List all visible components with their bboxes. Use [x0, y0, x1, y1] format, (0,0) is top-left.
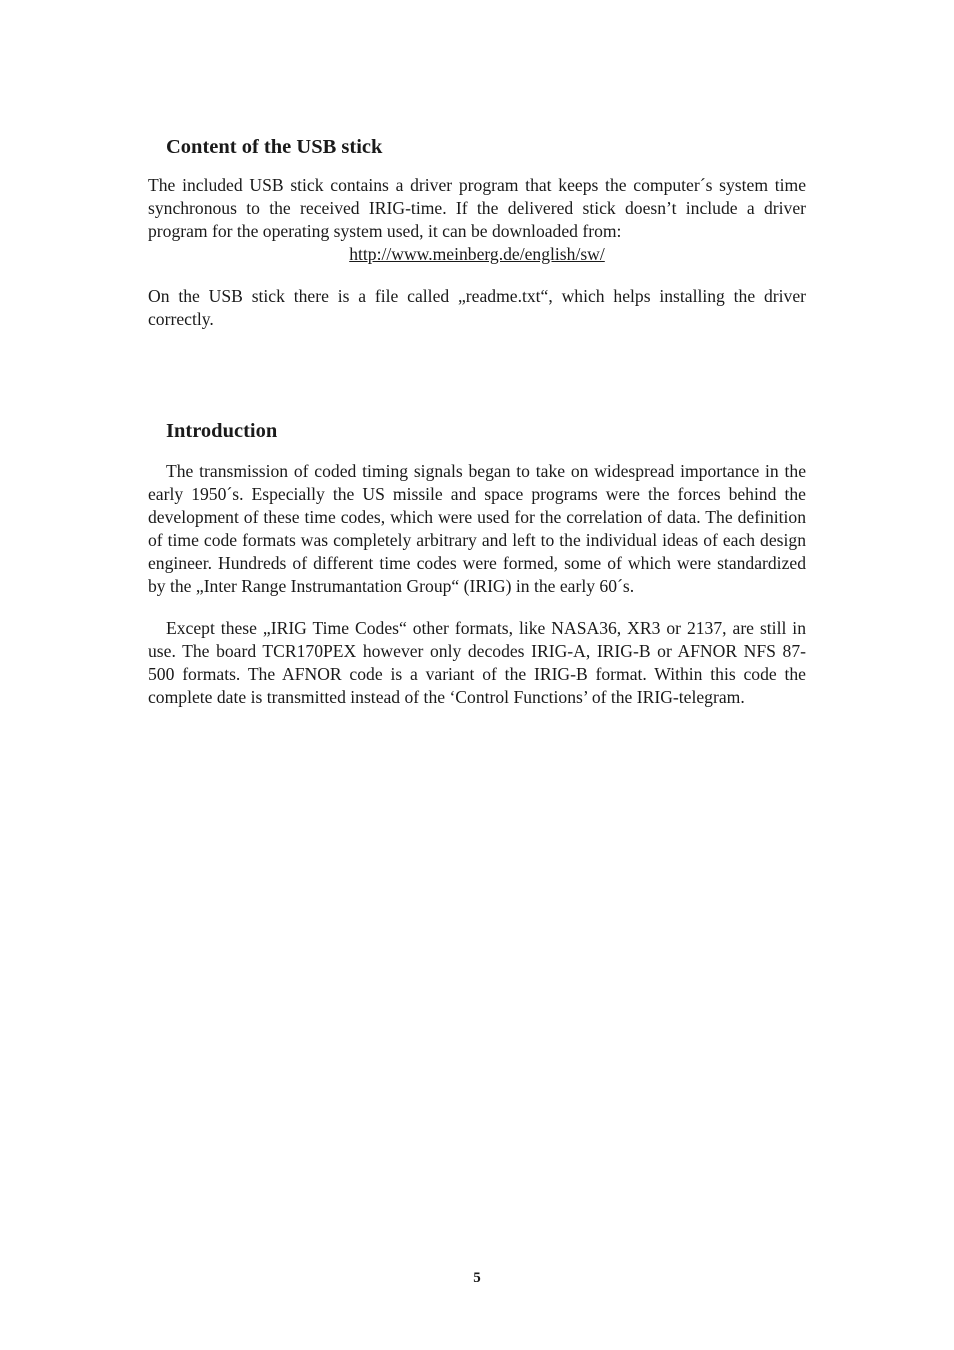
download-link[interactable]: http://www.meinberg.de/english/sw/: [349, 244, 605, 264]
page-number: 5: [473, 1270, 481, 1286]
usb-stick-paragraph: The included USB stick contains a driver program that keeps the computer´s system time synchronous to the received IRIG-time. If the delivered stick doesn’t include a driver program for the operating system used, it can be downloaded from:: [148, 175, 806, 241]
introduction-paragraph-2: Except these „IRIG Time Codes“ other formats, like NASA36, XR3 or 2137, are still in use. The board TCR170PEX however only decodes IRIG-A, IRIG-B or AFNOR NFS 87-500 formats. The AFNOR code is a variant of the IRIG-B format. Within this code the complete date is transmitted instead of the ‘Control Functions’ of the IRIG-telegram.: [148, 618, 806, 707]
page-content: [148, 128, 806, 709]
usb-stick-heading: Content of the USB stick: [166, 136, 383, 158]
readme-paragraph: On the USB stick there is a file called „readme.txt“, which helps installing the driver correctly.: [148, 286, 806, 329]
introduction-paragraph-1: The transmission of coded timing signals began to take on widespread importance in the early 1950´s. Especially the US missile and space programs were the forces behind the development of these time codes, which were used for the correlation of data. The definition of time code formats was completely arbitrary and left to the individual ideas of each design engineer. Hundreds of different time codes were formed, some of which were standardized by the „Inter Range Instrumantation Group“ (IRIG) in the early 60´s.: [148, 461, 806, 596]
download-link-line: [148, 243, 806, 266]
introduction-heading: Introduction: [166, 420, 278, 442]
